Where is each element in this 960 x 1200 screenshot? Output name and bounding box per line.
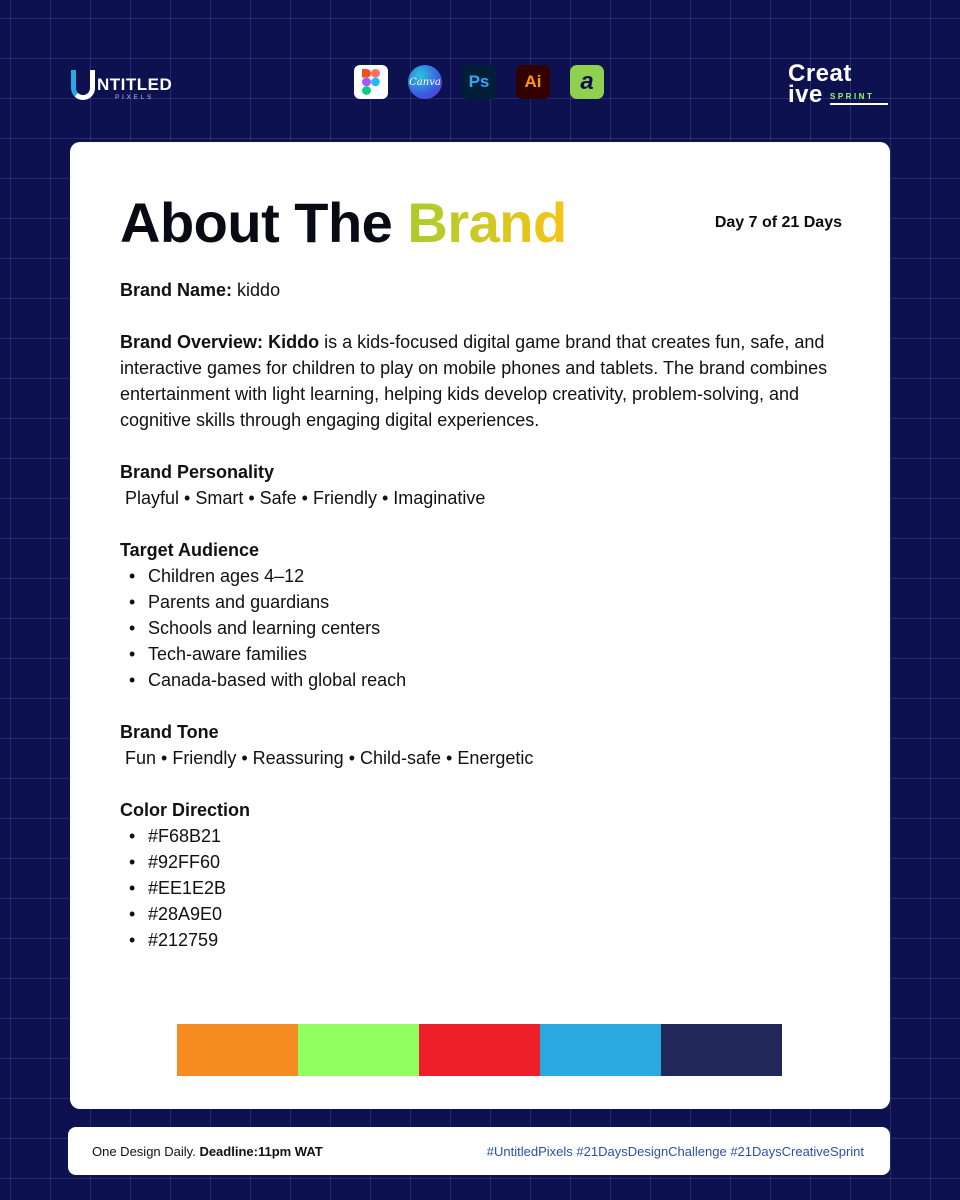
logo-word: NTITLED bbox=[97, 75, 173, 94]
list-item: • #EE1E2B bbox=[120, 875, 850, 901]
header bbox=[0, 0, 960, 140]
personality-text: Playful • Smart • Safe • Friendly • Imaginative bbox=[125, 488, 486, 508]
brief-card bbox=[70, 142, 890, 1109]
overview-label: Brand Overview: bbox=[120, 332, 264, 352]
illustrator-icon: Ai bbox=[516, 65, 550, 99]
page-title bbox=[120, 192, 567, 254]
swatch-green bbox=[298, 1024, 419, 1076]
list-item: • #28A9E0 bbox=[120, 901, 850, 927]
title-accent: Brand bbox=[407, 191, 567, 254]
footer-bar bbox=[68, 1127, 890, 1175]
footer-hashtags: #UntitledPixels #21DaysDesignChallenge #21DaysCreativeSprint bbox=[486, 1143, 864, 1159]
logo-u-mark-icon bbox=[71, 70, 95, 100]
logo-ive: ive bbox=[788, 81, 823, 108]
logo-underline bbox=[830, 103, 888, 105]
logo-creat: Creat bbox=[788, 60, 852, 87]
tone-text: Fun • Friendly • Reassuring • Child-safe • Energetic bbox=[125, 748, 534, 768]
overview-text: is a kids-focused digital game brand that creates fun, safe, and interactive games for children to play on mobile phones and tablets. The brand combines entertainment with light learning, helping kids develop creativity, problem-solving, and cognitive skills through engaging digital experiences. bbox=[120, 332, 828, 430]
brand-name-label: Brand Name: bbox=[120, 280, 233, 300]
photoshop-icon: Ps bbox=[462, 65, 496, 99]
list-item: • Children ages 4–12 bbox=[120, 563, 850, 589]
figma-icon bbox=[354, 65, 388, 99]
untitled-pixels-logo bbox=[71, 70, 172, 102]
swatch-blue bbox=[540, 1024, 661, 1076]
color-heading: Color Direction bbox=[120, 800, 251, 820]
brief-content bbox=[120, 277, 850, 953]
list-item: • Schools and learning centers bbox=[120, 615, 850, 641]
list-item: • #F68B21 bbox=[120, 823, 850, 849]
affinity-icon: a bbox=[570, 65, 604, 99]
overview-brand: Kiddo bbox=[268, 332, 320, 352]
brand-overview bbox=[120, 329, 850, 433]
list-item: • Tech-aware families bbox=[120, 641, 850, 667]
brand-name-value: kiddo bbox=[237, 280, 281, 300]
footer-left-text: One Design Daily. bbox=[92, 1143, 196, 1159]
list-item: • Parents and guardians bbox=[120, 589, 850, 615]
list-item: • Canada-based with global reach bbox=[120, 667, 850, 693]
audience-list bbox=[120, 563, 850, 693]
canva-icon: Canva bbox=[408, 65, 442, 99]
color-list bbox=[120, 823, 850, 953]
day-counter: Day 7 of 21 Days bbox=[714, 214, 842, 231]
title-main: About The bbox=[120, 191, 393, 254]
logo-sprint: SPRINT bbox=[830, 92, 875, 101]
swatch-orange bbox=[177, 1024, 298, 1076]
footer-deadline: Deadline:11pm WAT bbox=[199, 1143, 323, 1159]
personality-heading: Brand Personality bbox=[120, 462, 275, 482]
color-swatches bbox=[177, 1024, 782, 1076]
list-item: • #92FF60 bbox=[120, 849, 850, 875]
design-tools bbox=[354, 65, 604, 99]
swatch-navy bbox=[661, 1024, 782, 1076]
footer-tagline bbox=[92, 1144, 323, 1159]
tone-heading: Brand Tone bbox=[120, 722, 219, 742]
logo-subtext: PIXELS bbox=[115, 95, 155, 101]
swatch-red bbox=[419, 1024, 540, 1076]
list-item: • #212759 bbox=[120, 927, 850, 953]
creative-sprint-logo bbox=[788, 62, 892, 108]
audience-heading: Target Audience bbox=[120, 540, 260, 560]
brand-name-line bbox=[120, 277, 850, 303]
